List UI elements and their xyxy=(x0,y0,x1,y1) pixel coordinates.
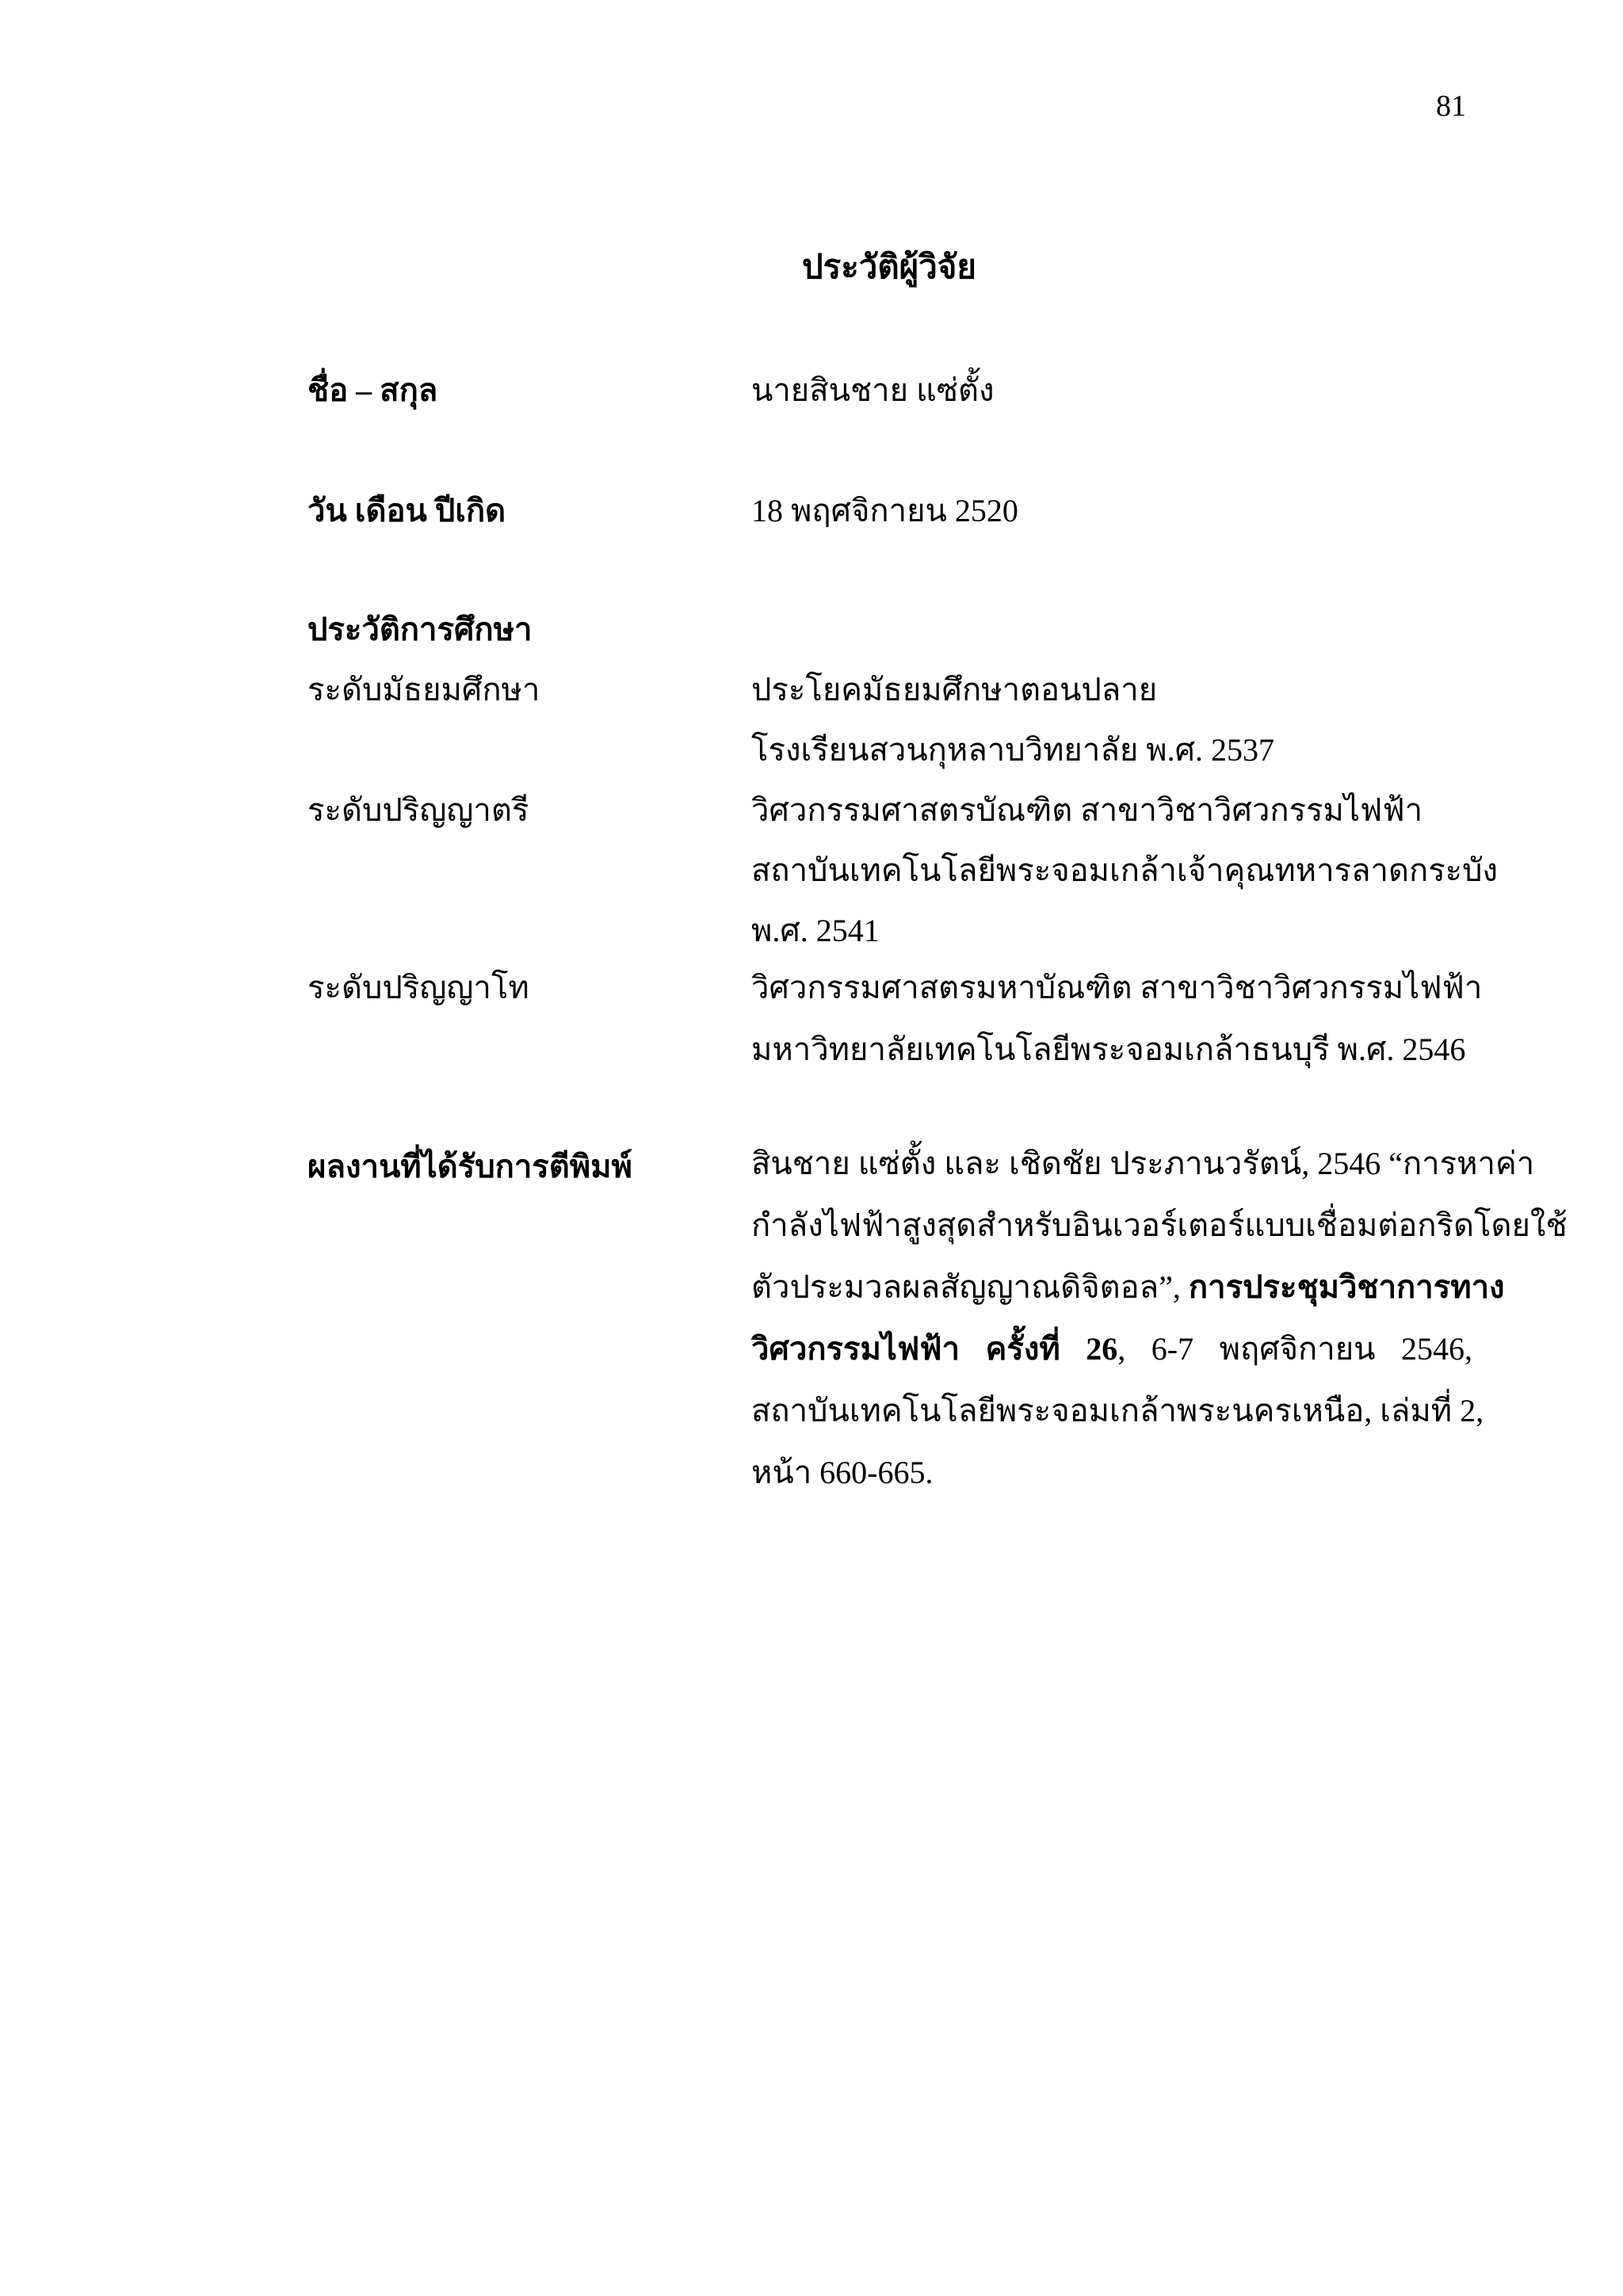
master-label: ระดับปริญญาโท xyxy=(307,970,529,1005)
publication-venue: สถาบันเทคโนโลยีพระจอมเกล้าพระนครเหนือ, xyxy=(751,1393,1373,1428)
conference-edition-number: ครั้งที่ 26 xyxy=(985,1331,1118,1367)
publication-line-1: สินชาย แซ่ตั้ง และ เชิดชัย ประภานวรัตน์, 2546 “การหาค่า xyxy=(751,1146,1535,1181)
bachelor-line-3: พ.ศ. 2541 xyxy=(751,913,880,948)
secondary-line-1: ประโยคมัธยมศึกษาตอนปลาย xyxy=(751,672,1158,707)
master-line-2: มหาวิทยาลัยเทคโนโลยีพระจอมเกล้าธนบุรี พ.ศ. 2546 xyxy=(751,1032,1466,1067)
bachelor-line-2: สถาบันเทคโนโลยีพระจอมเกล้าเจ้าคุณทหารลาดกระบัง xyxy=(751,852,1499,888)
page-number: 81 xyxy=(1436,90,1466,123)
publication-line-4 xyxy=(751,1318,1472,1380)
page-title: ประวัติผู้วิจัย xyxy=(801,250,977,286)
publication-entry xyxy=(751,1133,1568,1504)
publication-volume-number: 2, xyxy=(1460,1393,1484,1428)
publication-line-6: หน้า 660-665. xyxy=(751,1455,934,1490)
publications-label: ผลงานที่ได้รับการตีพิมพ์ xyxy=(307,1149,632,1184)
secondary-line-2: โรงเรียนสวนกุหลาบวิทยาลัย พ.ศ. 2537 xyxy=(751,732,1275,768)
secondary-label: ระดับมัธยมศึกษา xyxy=(307,672,540,707)
bachelor-line-1: วิศวกรรมศาสตรบัณฑิต สาขาวิชาวิศวกรรมไฟฟ้า xyxy=(751,792,1423,828)
conference-date: 6-7 พฤศจิกายน 2546, xyxy=(1151,1331,1473,1367)
publication-line-3 xyxy=(751,1257,1505,1318)
conference-edition xyxy=(986,1331,1126,1367)
conference-edition-comma: , xyxy=(1117,1331,1126,1367)
birth-label: วัน เดือน ปีเกิด xyxy=(307,493,506,528)
conference-name-part-1: การประชุมวิชาการทาง xyxy=(1188,1269,1505,1305)
bachelor-label: ระดับปริญญาตรี xyxy=(307,792,529,828)
publication-authors-tail: ตัวประมวลผลสัญญาณดิจิตอล”, xyxy=(751,1269,1181,1305)
publication-volume-label: เล่มที่ xyxy=(1380,1393,1453,1428)
publication-line-2: กำลังไฟฟ้าสูงสุดสำหรับอินเวอร์เตอร์แบบเชื่อมต่อกริดโดยใช้ xyxy=(751,1207,1568,1243)
conference-name-part-2: วิศวกรรมไฟฟ้า xyxy=(751,1331,960,1367)
education-heading: ประวัติการศึกษา xyxy=(307,612,533,647)
publication-line-5 xyxy=(751,1380,1484,1442)
name-value: นายสินชาย แซ่ตั้ง xyxy=(751,372,995,408)
master-line-1: วิศวกรรมศาสตรมหาบัณฑิต สาขาวิชาวิศวกรรมไฟฟ้า xyxy=(751,970,1483,1005)
birth-value: 18 พฤศจิกายน 2520 xyxy=(751,493,1018,528)
name-label: ชื่อ – สกุล xyxy=(307,372,438,408)
